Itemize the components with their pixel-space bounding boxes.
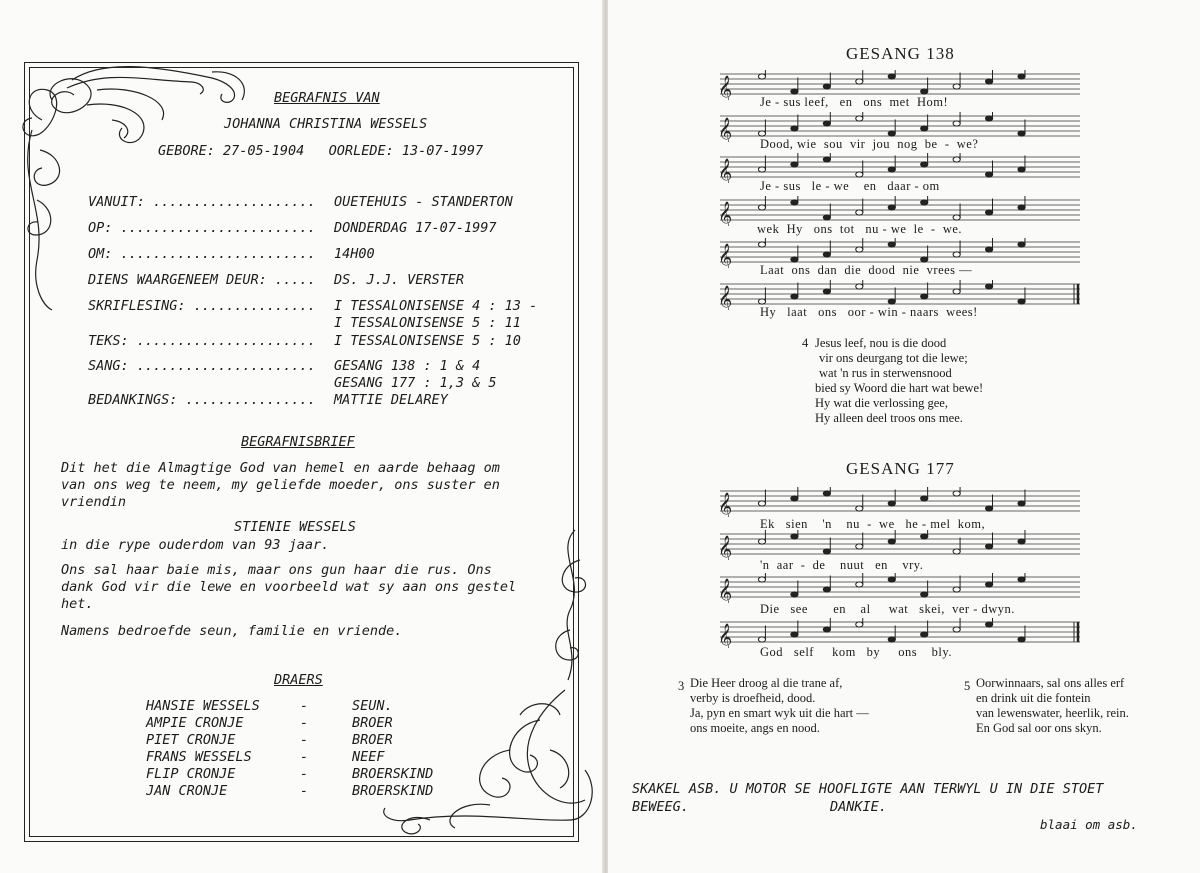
svg-text:𝄞: 𝄞	[718, 535, 733, 560]
hymn-177-lyric-line: Die see en al wat skei, ver - dwyn.	[760, 602, 1015, 616]
detail-label-text: TEKS: ......................	[88, 333, 316, 349]
bearers-heading: DRAERS	[274, 672, 323, 688]
music-staff-icon	[712, 530, 1084, 560]
verse-line: Jesus leef, nou is die dood	[815, 336, 947, 350]
detail-label-at: OM: ........................	[88, 246, 316, 262]
letter-age: in die rype ouderdom van 93 jaar.	[61, 537, 330, 553]
bearer-name: JAN CRONJE	[146, 783, 228, 799]
bearer-relation: BROER	[352, 715, 393, 731]
bearer-relation: NEEF	[352, 749, 385, 765]
detail-label-thanks: BEDANKINGS: ................	[88, 392, 316, 408]
detail-value-on: DONDERDAG 17-07-1997	[334, 220, 497, 236]
bearer-dash: -	[300, 715, 309, 731]
bearer-name: AMPIE CRONJE	[146, 715, 244, 731]
deceased-name: JOHANNA CHRISTINA WESSELS	[224, 116, 428, 132]
letter-heading: BEGRAFNISBRIEF	[241, 434, 355, 450]
music-staff-icon	[712, 487, 1084, 517]
bearer-relation: BROERSKIND	[352, 783, 434, 799]
verse-line: Ja, pyn en smart wyk uit die hart —	[690, 706, 869, 720]
verse-line: ons moeite, angs en nood.	[690, 721, 820, 735]
detail-value-at: 14H00	[334, 246, 375, 262]
verse-line: wat 'n rus in sterwensnood	[819, 366, 952, 380]
bearer-name: HANSIE WESSELS	[146, 698, 260, 714]
bearer-name: PIET CRONJE	[146, 732, 236, 748]
svg-text:𝄞: 𝄞	[718, 158, 733, 183]
detail-value-reading-2: I TESSALONISENSE 5 : 11	[334, 315, 521, 331]
svg-text:𝄞: 𝄞	[718, 243, 733, 268]
svg-text:𝄞: 𝄞	[718, 285, 733, 310]
hymn-138-lyric-line: Hy laat ons oor - win - naars wees!	[760, 305, 978, 319]
verse-line: en drink uit die fontein	[976, 691, 1091, 705]
detail-label-from: VANUIT: ....................	[88, 194, 316, 210]
detail-value-from: OUETEHUIS - STANDERTON	[334, 194, 513, 210]
hymn-177-title: GESANG 177	[846, 459, 955, 478]
letter-paragraph-1-line-2: van ons weg te neem, my geliefde moeder, ons suster en	[61, 477, 500, 493]
hymn-138-verse-number: 4	[802, 336, 809, 350]
svg-text:𝄞: 𝄞	[718, 623, 733, 648]
hymn-138-lyric-line: Laat ons dan die dood nie vrees —	[760, 263, 973, 277]
svg-text:𝄞: 𝄞	[718, 117, 733, 142]
detail-value-song: GESANG 138 : 1 & 4	[334, 358, 481, 374]
verse-line: En God sal oor ons skyn.	[976, 721, 1102, 735]
headlights-notice-move: BEWEEG.	[632, 799, 689, 815]
verse-line: bied sy Woord die hart wat bewe!	[815, 381, 984, 395]
svg-text:𝄞: 𝄞	[718, 492, 733, 517]
detail-label-on: OP: ........................	[88, 220, 316, 236]
hymn-138-title: GESANG 138	[846, 44, 955, 63]
hymn-138-lyric-line: Je - sus leef, en ons met Hom!	[760, 95, 949, 109]
detail-label-reading: SKRIFLESING: ...............	[88, 298, 316, 314]
verse-line: verby is droefheid, dood.	[690, 691, 816, 705]
letter-signoff: Namens bedroefde seun, familie en vriende.	[61, 623, 403, 639]
hymn-138-lyric-line: wek Hy ons tot nu - we le - we.	[757, 222, 963, 236]
letter-paragraph-1-line-1: Dit het die Almagtige God van hemel en aarde behaag om	[61, 460, 500, 476]
verse-line: Die Heer droog al die trane af,	[690, 676, 843, 690]
music-staff-icon	[712, 573, 1084, 603]
birth-death-dates: GEBORE: 27-05-1904 OORLEDE: 13-07-1997	[158, 143, 484, 159]
svg-text:𝄞: 𝄞	[718, 578, 733, 603]
letter-paragraph-2-line-2: dank God vir die lewe en voorbeeld wat sy aan ons gestel	[61, 579, 517, 595]
letter-paragraph-2-line-1: Ons sal haar baie mis, maar ons gun haar die rus. Ons	[61, 562, 492, 578]
verse-line: vir ons deurgang tot die lewe;	[819, 351, 968, 365]
detail-value-song-2: GESANG 177 : 1,3 & 5	[334, 375, 497, 391]
detail-value-officiant: DS. J.J. VERSTER	[334, 272, 465, 288]
verse-line: Hy wat die verlossing gee,	[815, 396, 948, 410]
letter-name: STIENIE WESSELS	[234, 519, 356, 535]
hymn-177-verse-5-number: 5	[964, 679, 971, 693]
bearer-name: FLIP CRONJE	[146, 766, 236, 782]
bearer-dash: -	[300, 783, 309, 799]
letter-paragraph-1-line-3: vriendin	[61, 494, 127, 510]
hymn-177-verse-3	[690, 676, 869, 736]
hymn-177-verse-5	[976, 676, 1129, 736]
hymn-177-lyric-line: 'n aar - de nuut en vry.	[760, 558, 924, 572]
hymn-138-verse-4	[815, 336, 983, 426]
bearer-relation: SEUN.	[352, 698, 393, 714]
verse-line: van lewenswater, heerlik, rein.	[976, 706, 1129, 720]
hymn-177-lyric-line: God self kom by ons bly.	[760, 645, 952, 659]
headlights-notice: SKAKEL ASB. U MOTOR SE HOOFLIGTE AAN TERWYL U IN DIE STOET	[632, 781, 1104, 797]
hymn-138-lyric-line: Je - sus le - we en daar - om	[760, 179, 940, 193]
detail-label-officiant: DIENS WAARGENEEM DEUR: .....	[88, 272, 316, 288]
hymn-177-verse-3-number: 3	[678, 679, 685, 693]
bearer-dash: -	[300, 749, 309, 765]
bearer-dash: -	[300, 766, 309, 782]
turn-over-note: blaai om asb.	[1040, 817, 1138, 832]
bearer-dash: -	[300, 698, 309, 714]
detail-value-thanks: MATTIE DELAREY	[334, 392, 448, 408]
verse-line: Hy alleen deel troos ons mee.	[815, 411, 963, 425]
svg-text:𝄞: 𝄞	[718, 75, 733, 100]
hymn-177-lyric-line: Ek sien 'n nu - we he - mel kom,	[760, 517, 986, 531]
thanks-note: DANKIE.	[830, 799, 887, 815]
svg-text:𝄞: 𝄞	[718, 201, 733, 226]
funeral-title: BEGRAFNIS VAN	[274, 90, 380, 106]
hymn-138-lyric-line: Dood, wie sou vir jou nog be - we?	[760, 137, 979, 151]
music-staff-icon	[712, 618, 1084, 648]
bearer-relation: BROER	[352, 732, 393, 748]
detail-value-text: I TESSALONISENSE 5 : 10	[334, 333, 521, 349]
bearer-name: FRANS WESSELS	[146, 749, 252, 765]
bearer-dash: -	[300, 732, 309, 748]
detail-label-song: SANG: ......................	[88, 358, 316, 374]
verse-line: Oorwinnaars, sal ons alles erf	[976, 676, 1125, 690]
detail-value-reading: I TESSALONISENSE 4 : 13 -	[334, 298, 538, 314]
bearer-relation: BROERSKIND	[352, 766, 434, 782]
hymn-177-staff-1	[712, 487, 1084, 521]
letter-paragraph-2-line-3: het.	[61, 596, 94, 612]
